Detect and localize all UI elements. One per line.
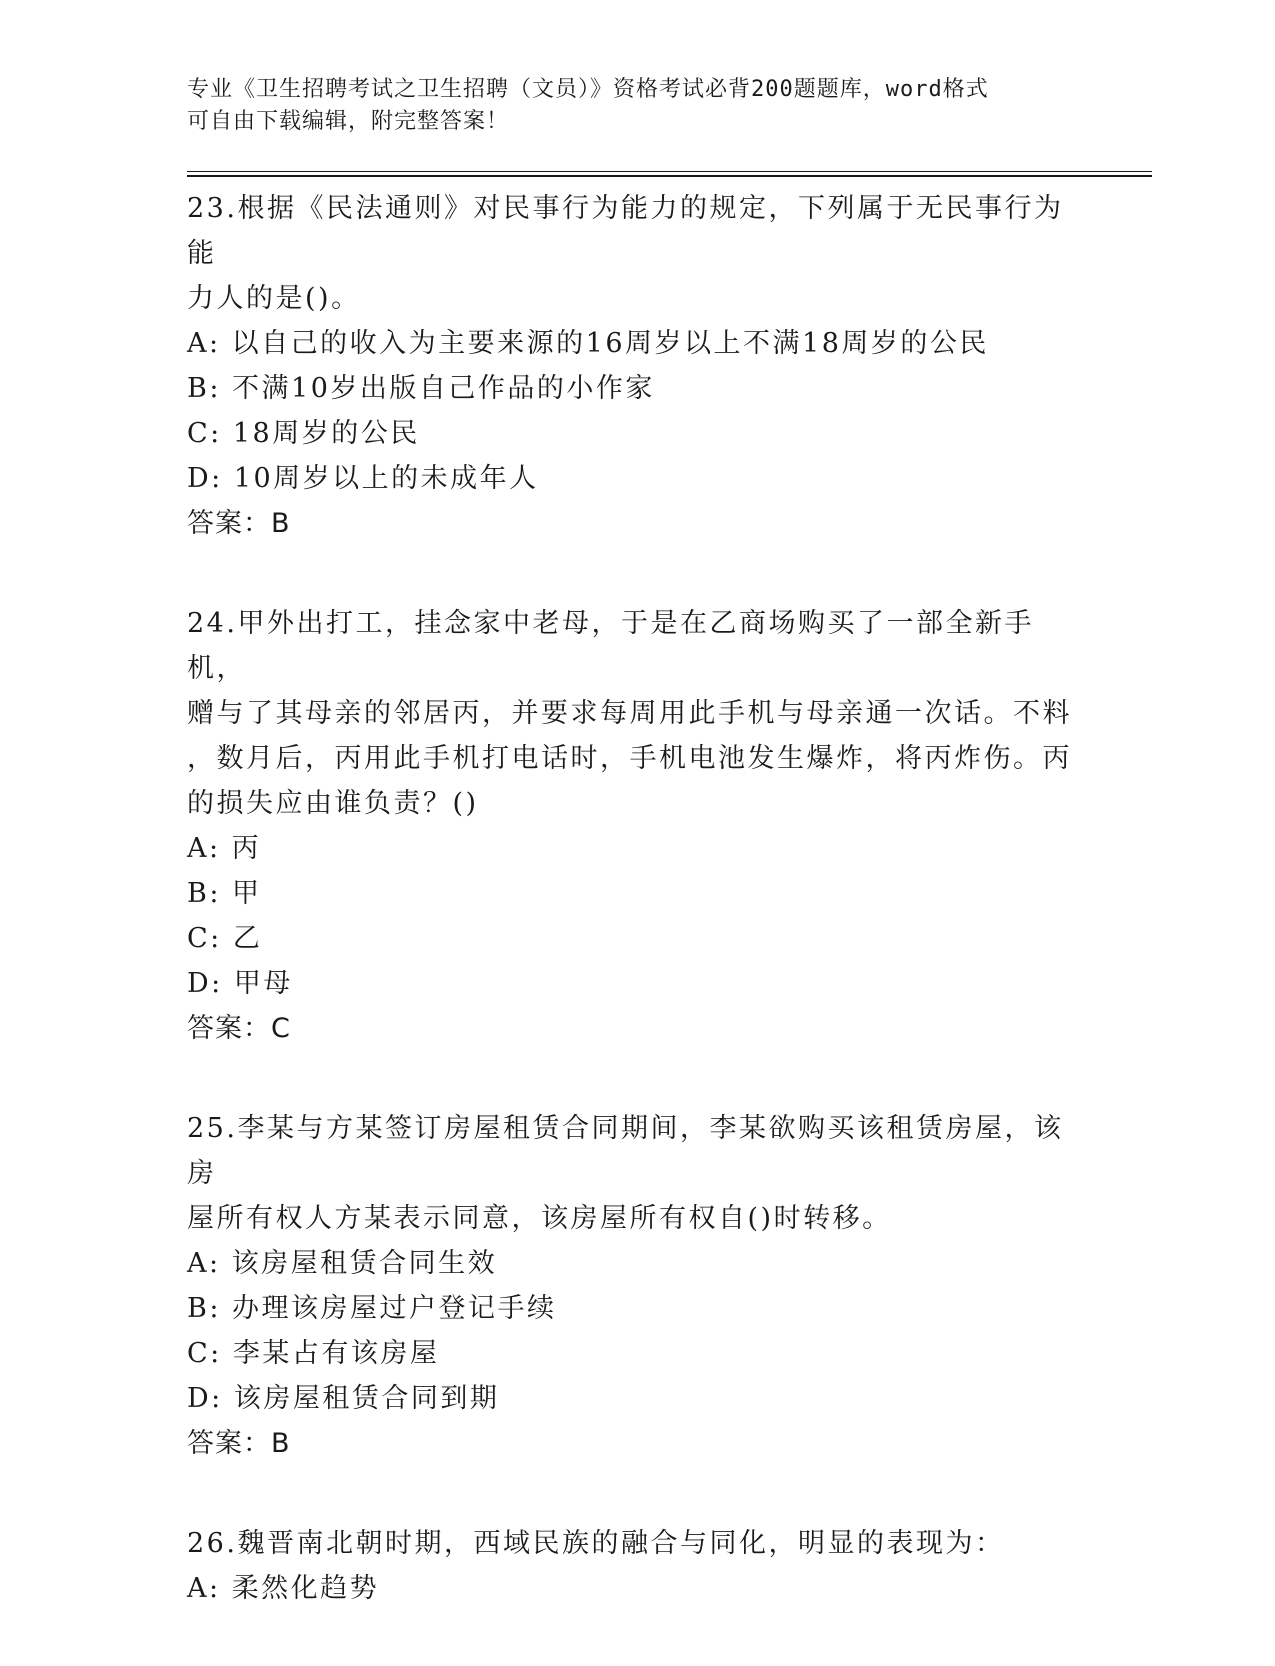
answer: 答案：B (187, 1428, 291, 1459)
question-stem: 24.甲外出打工，挂念家中老母，于是在乙商场购买了一部全新手机， (187, 608, 1034, 684)
option-c: C: 李某占有该房屋 (187, 1338, 440, 1369)
option-d: D: 甲母 (187, 968, 293, 999)
header-line-1: 专业《卫生招聘考试之卫生招聘（文员）》资格考试必背200题题库，word格式 (187, 77, 989, 102)
question-24 (187, 601, 1087, 1051)
option-c: C: 18周岁的公民 (187, 418, 420, 449)
question-stem: ，数月后，丙用此手机打电话时，手机电池发生爆炸，将丙炸伤。丙 (187, 743, 1072, 774)
option-c: C: 乙 (187, 923, 263, 954)
header-rule-thick (187, 175, 1152, 177)
header-rule-thin (187, 171, 1152, 172)
question-23 (187, 186, 1087, 546)
question-stem: 26.魏晋南北朝时期，西域民族的融合与同化，明显的表现为： (187, 1528, 1005, 1559)
question-stem: 力人的是()。 (187, 283, 361, 314)
question-25 (187, 1106, 1087, 1466)
option-a: A: 以自己的收入为主要来源的16周岁以上不满18周岁的公民 (187, 328, 989, 359)
question-list (187, 186, 1087, 1666)
document-header (187, 74, 1067, 138)
option-d: D: 该房屋租赁合同到期 (187, 1383, 500, 1414)
option-a: A: 丙 (187, 833, 262, 864)
option-a: A: 该房屋租赁合同生效 (187, 1248, 498, 1279)
option-b: B: 不满10岁出版自己作品的小作家 (187, 373, 655, 404)
option-a: A: 柔然化趋势 (187, 1573, 380, 1604)
question-stem: 25.李某与方某签订房屋租赁合同期间，李某欲购买该租赁房屋，该房 (187, 1113, 1064, 1189)
header-line-2: 可自由下载编辑，附完整答案！ (187, 109, 510, 134)
answer: 答案：B (187, 508, 291, 539)
option-b: B: 甲 (187, 878, 262, 909)
option-d: D: 10周岁以上的未成年人 (187, 463, 539, 494)
question-stem: 23.根据《民法通则》对民事行为能力的规定，下列属于无民事行为能 (187, 193, 1064, 269)
question-stem: 屋所有权人方某表示同意，该房屋所有权自()时转移。 (187, 1203, 892, 1234)
question-stem: 赠与了其母亲的邻居丙，并要求每周用此手机与母亲通一次话。不料 (187, 698, 1072, 729)
question-stem: 的损失应由谁负责？() (187, 788, 479, 819)
question-26 (187, 1521, 1087, 1611)
option-b: B: 办理该房屋过户登记手续 (187, 1293, 557, 1324)
answer: 答案：C (187, 1013, 291, 1044)
